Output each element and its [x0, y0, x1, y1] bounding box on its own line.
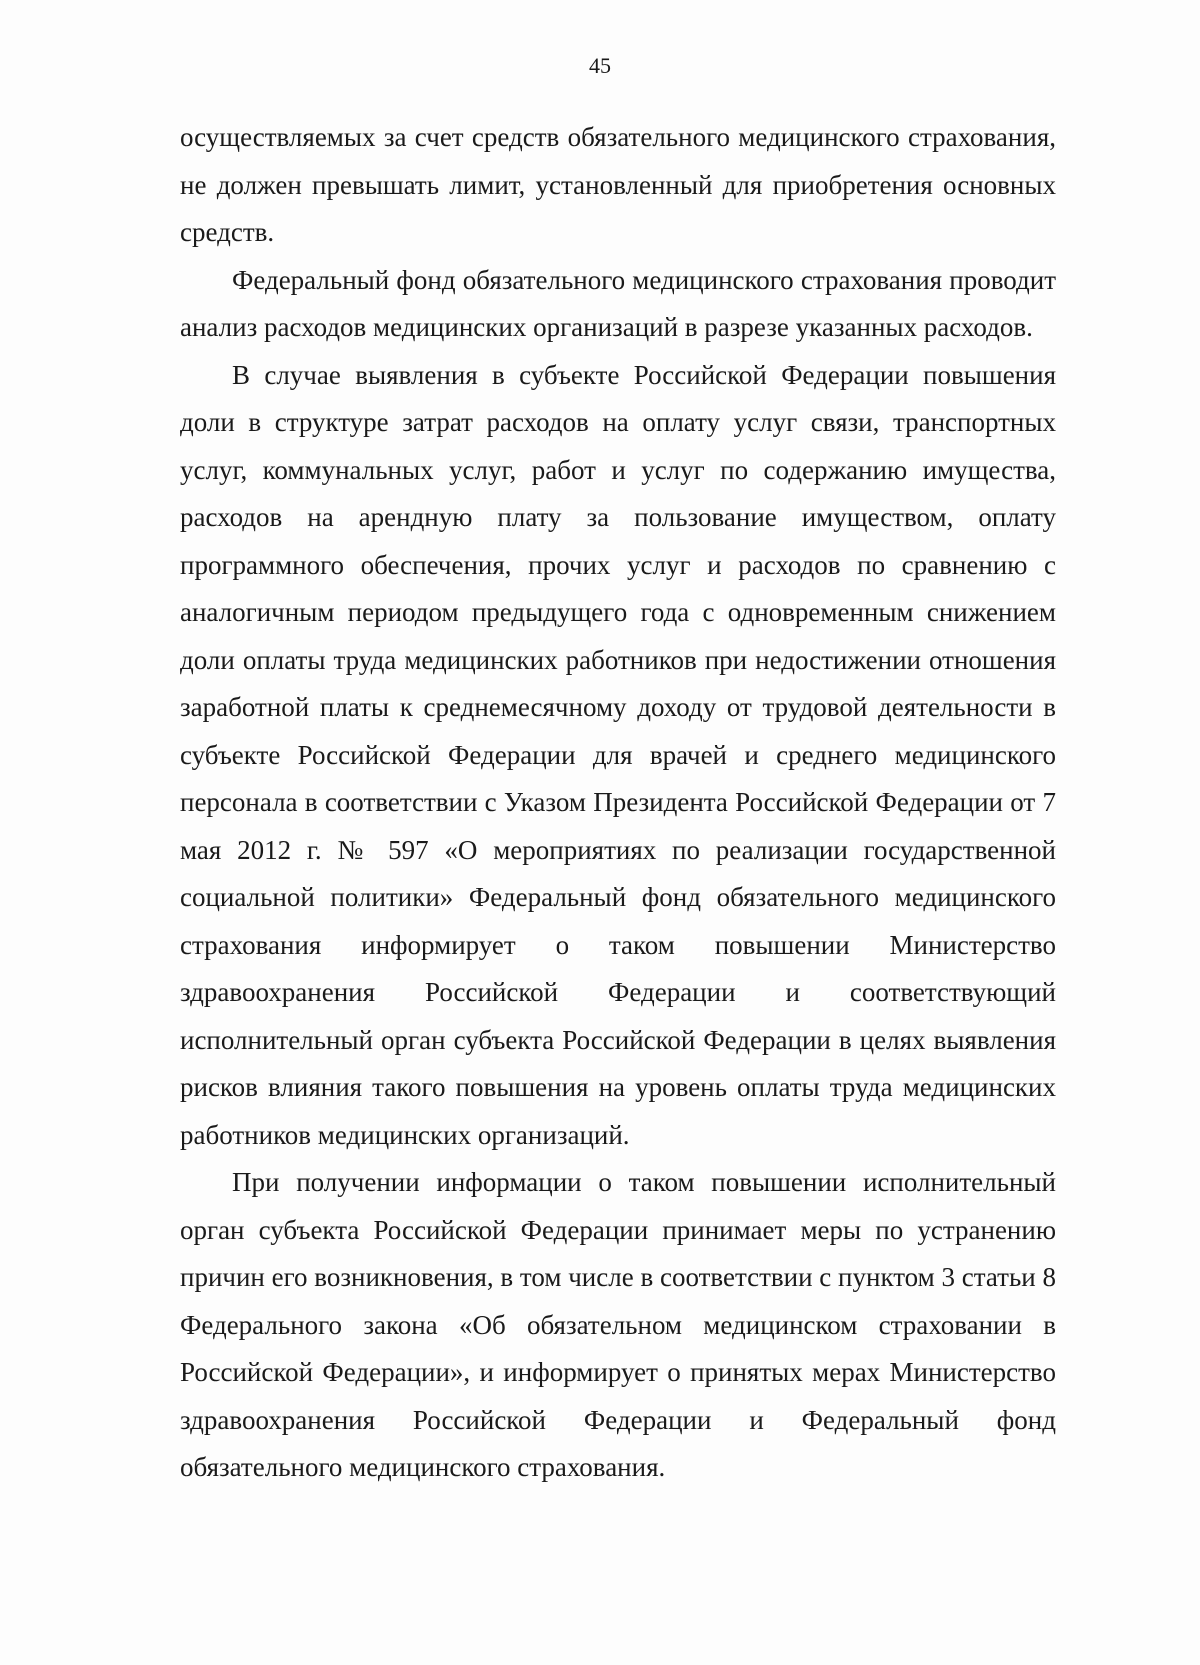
paragraph-regional-measures: При получении информации о таком повышении исполнительный орган субъекта Российской Федерации принимает меры по устранению причин его возникновения, в том числе в соответствии с пунктом 3 статьи 8 Федерального закона «Об обязательном медицинском страховании в Российской Федерации», и информирует о принятых мерах Министерство здравоохранения Российской Федерации и Федеральный фонд обязательного медицинского страхования. — [180, 1167, 1056, 1482]
page-number: 45 — [589, 53, 611, 78]
paragraph-cost-structure-increase: В случае выявления в субъекте Российской Федерации повышения доли в структуре затрат расходов на оплату услуг связи, транспортных услуг, коммунальных услуг, работ и услуг по содержанию имущества, расходов на арендную плату за пользование имуществом, оплату программного обеспечения, прочих услуг и расходов по сравнению с аналогичным периодом предыдущего года с одновременным снижением доли оплаты труда медицинских работников при недостижении отношения заработной платы к среднемесячному доходу от трудовой деятельности в субъекте Российской Федерации для врачей и среднего медицинского персонала в соответствии с Указом Президента Российской Федерации от 7 мая 2012 г. № 597 «О мероприятиях по реализации государственной социальной политики» Федеральный фонд обязательного медицинского страхования информирует о таком повышении Министерство здравоохранения Российской Федерации и соответствующий исполнительный орган субъекта Российской Федерации в целях выявления рисков влияния такого повышения на уровень оплаты труда медицинских работников медицинских организаций. — [180, 359, 1056, 1150]
paragraph-continuation: осуществляемых за счет средств обязательного медицинского страхования, не должен превышать лимит, установленный для приобретения основных средств. — [180, 122, 1056, 247]
document-body — [180, 114, 1056, 1492]
paragraph-ffoms-analysis: Федеральный фонд обязательного медицинского страхования проводит анализ расходов медицинских организаций в разрезе указанных расходов. — [180, 264, 1056, 342]
